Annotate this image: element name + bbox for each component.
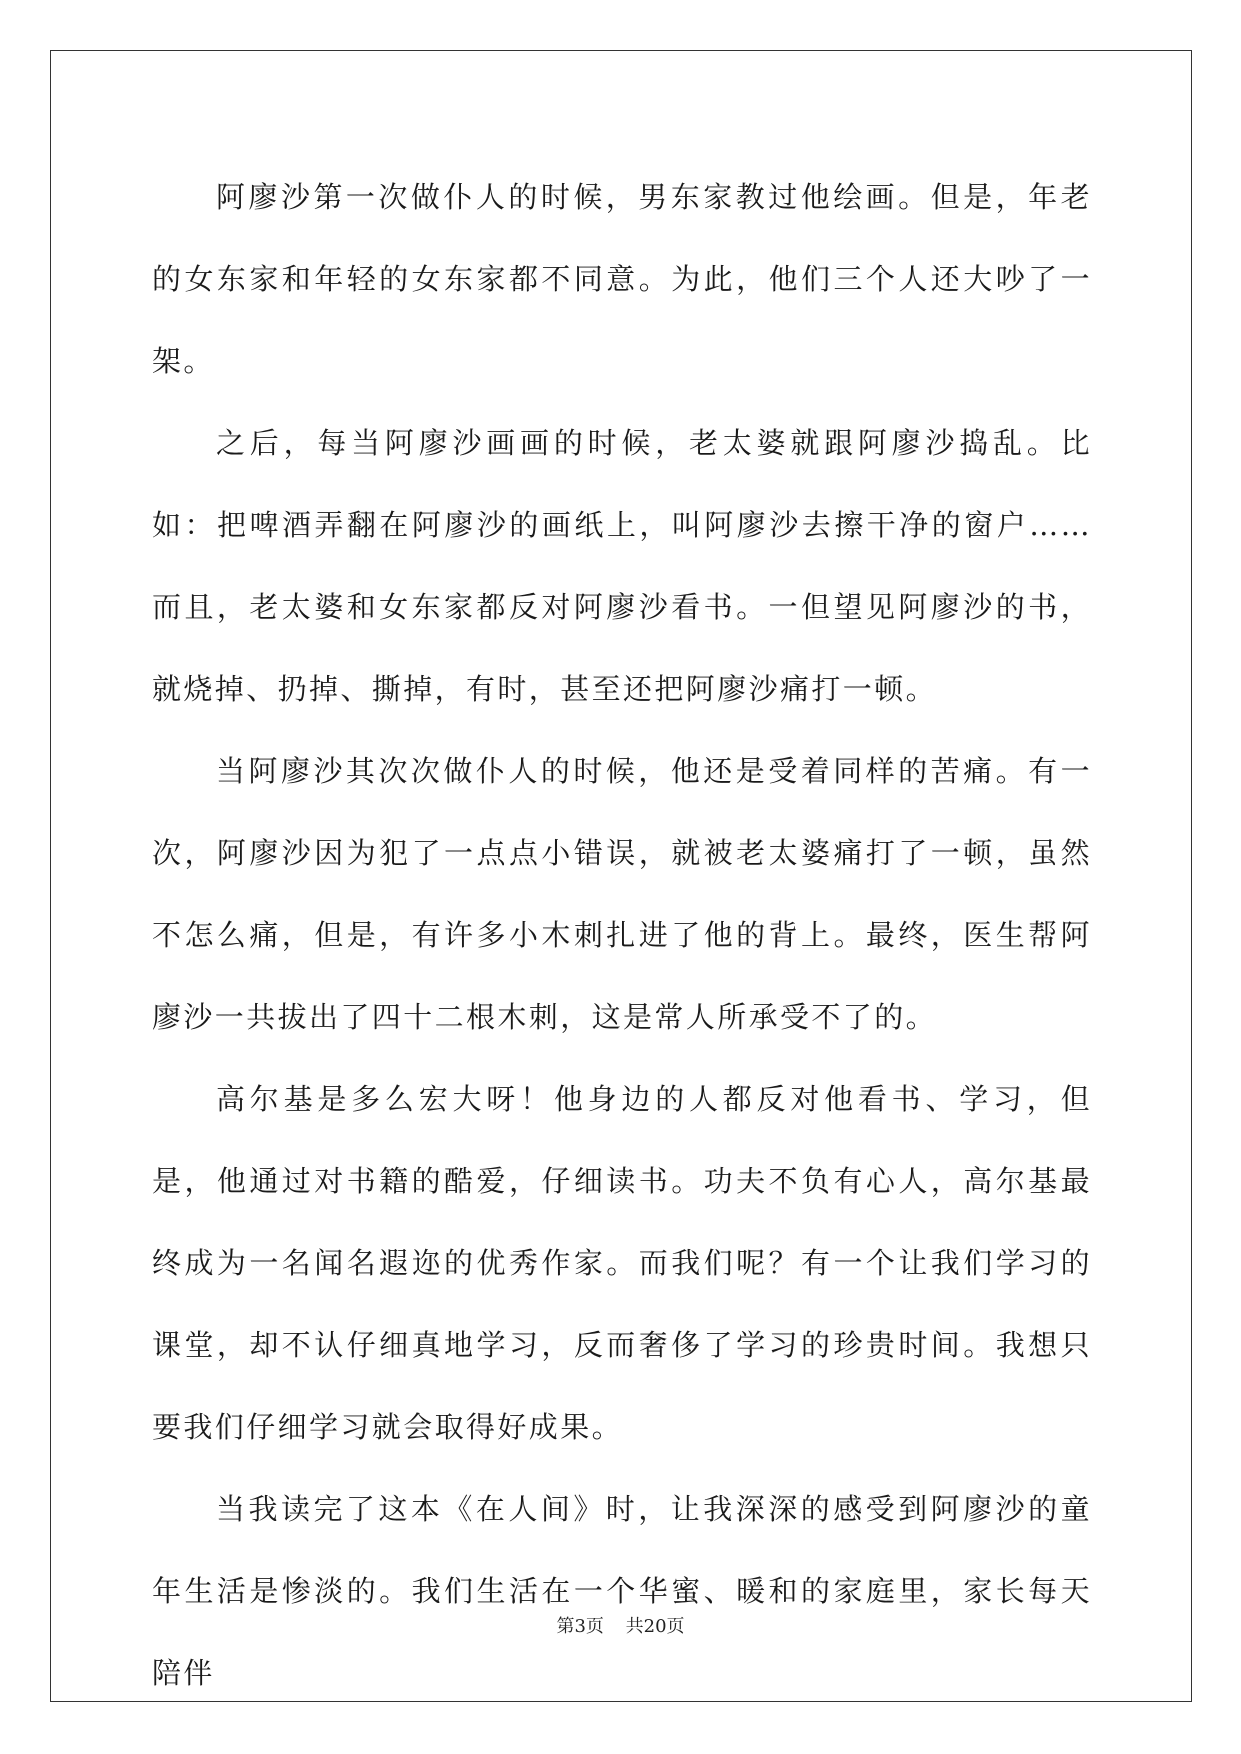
paragraph-4: 高尔基是多么宏大呀！他身边的人都反对他看书、学习，但是，他通过对书籍的酷爱，仔细读书。功夫不负有心人，高尔基最终成为一名闻名遐迩的优秀作家。而我们呢？有一个让我们学习的课堂，却不认仔细真地学习，反而奢侈了学习的珍贵时间。我想只要我们仔细学习就会取得好成果。 <box>152 1082 1092 1444</box>
document-body <box>152 156 1092 1714</box>
page-footer <box>0 1612 1241 1638</box>
paragraph-1: 阿廖沙第一次做仆人的时候，男东家教过他绘画。但是，年老的女东家和年轻的女东家都不同意。为此，他们三个人还大吵了一架。 <box>152 180 1092 378</box>
paragraph-3: 当阿廖沙其次次做仆人的时候，他还是受着同样的苦痛。有一次，阿廖沙因为犯了一点点小错误，就被老太婆痛打了一顿，虽然不怎么痛，但是，有许多小木刺扎进了他的背上。最终，医生帮阿廖沙一共拔出了四十二根木刺，这是常人所承受不了的。 <box>152 754 1092 1034</box>
page-number: 第3页 <box>556 1616 604 1637</box>
paragraph-5: 当我读完了这本《在人间》时，让我深深的感受到阿廖沙的童年生活是惨淡的。我们生活在一个华蜜、暖和的家庭里，家长每天陪伴 <box>152 1492 1092 1690</box>
paragraph-2: 之后，每当阿廖沙画画的时候，老太婆就跟阿廖沙捣乱。比如：把啤酒弄翻在阿廖沙的画纸上，叫阿廖沙去擦干净的窗户……而且，老太婆和女东家都反对阿廖沙看书。一但望见阿廖沙的书，就烧掉、扔掉、撕掉，有时，甚至还把阿廖沙痛打一顿。 <box>152 426 1092 706</box>
page-total: 共20页 <box>625 1616 685 1637</box>
